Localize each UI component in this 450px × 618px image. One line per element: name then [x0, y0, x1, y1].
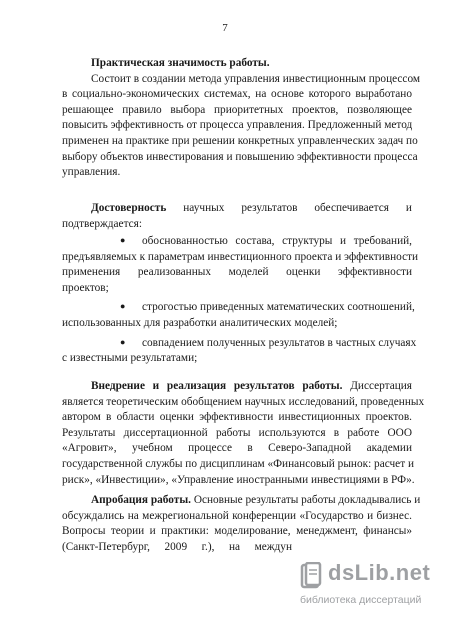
paragraph-line: риск», «Инвестиции», «Управление иностранными инвестициями в РФ». — [62, 473, 415, 486]
section-practical-significance — [62, 56, 421, 181]
bullet-icon: ● — [120, 235, 126, 245]
paragraph-line — [62, 201, 412, 217]
bullet-text: совпадением полученных результатов в частных случаях — [142, 336, 417, 349]
paragraph-line: повысить эффективность от процесса управления. Предложенный метод — [62, 119, 413, 132]
paragraph-line: «Агровит», учебном процессе в Северо-Западной академии — [62, 442, 412, 455]
paragraph-line: проектов; — [62, 281, 109, 294]
watermark-subtitle: библиотека диссертаций — [300, 594, 422, 606]
paragraph-line: использованных для разработки аналитических моделей; — [62, 316, 338, 329]
paragraph-line: Вопросы теории и практики: моделирование, менеджмент, финансы» — [62, 525, 412, 538]
section-reliability — [62, 201, 412, 232]
heading-continuation: научных результатов обеспечивается и — [183, 202, 412, 214]
paragraph-line: выбору объектов инвестирования и повышению эффективности процесса — [62, 150, 418, 163]
paragraph-line: решающее правило выбора приоритетных проектов, позволяющее — [62, 103, 412, 116]
bullet-icon: ● — [120, 336, 126, 347]
section-heading: Достоверность — [91, 202, 167, 214]
bullet-icon: ● — [120, 301, 126, 312]
paragraph-line: Результаты диссертационной работы используются в работе ООО — [62, 426, 412, 439]
list-item — [62, 336, 417, 367]
paragraph-line: применения реализованных моделей оценки эффективности — [62, 266, 412, 279]
paragraph-line: Состоит в создании метода управления инвестиционным процессом — [91, 72, 421, 85]
section-approbation — [62, 493, 421, 555]
bullet-text: обоснованностью состава, структуры и требований, — [142, 235, 412, 247]
paragraph-line: управления. — [62, 166, 121, 179]
list-item — [62, 300, 415, 331]
page-number: 7 — [222, 22, 228, 34]
paragraph-line — [62, 379, 412, 395]
paragraph-line — [62, 234, 412, 250]
paragraph-line: применен на практике при решении конкретных управленческих задач по — [62, 134, 418, 147]
section-heading: Практическая значимость работы. — [91, 57, 270, 69]
section-heading: Апробация работы. — [91, 494, 191, 506]
section-heading: Внедрение и реализация результатов работы. — [91, 380, 343, 392]
paragraph-line: является теоретическим обобщением научных исследований, проведенных — [62, 395, 425, 408]
paragraph-line: подтверждается: — [62, 217, 142, 230]
paragraph-line: предъявляемых к параметрам инвестиционного проекта и эффективности — [62, 250, 419, 263]
heading-continuation: Основные результаты работы докладывались и — [193, 494, 421, 506]
section-implementation — [62, 379, 425, 488]
paragraph-line — [62, 493, 421, 509]
paragraph-line: с известными результатами; — [62, 352, 198, 365]
bullet-text: строгостью приведенных математических соотношений, — [142, 301, 415, 314]
paragraph-line: обсуждались на межрегиональной конференции «Государство и бизнес. — [62, 509, 412, 522]
bullet-list — [62, 234, 419, 367]
paragraph-line — [62, 300, 415, 316]
watermark-title: dsLib.net — [328, 560, 431, 585]
paragraph-line: (Санкт-Петербург, 2009 г.), на междун — [62, 540, 292, 553]
paragraph-line — [62, 336, 417, 352]
paragraph-line: государственной службы по дисциплинам «Финансовый рынок: расчет и — [62, 457, 415, 470]
watermark — [294, 556, 444, 612]
paragraph-line: автором в области оценки эффективности инвестиционных проектов. — [62, 411, 412, 424]
paragraph-line: в социально-экономических системах, на основе которого выработано — [62, 88, 412, 101]
list-item — [62, 234, 419, 296]
heading-continuation: Диссертация — [350, 380, 412, 392]
book-logo-icon — [300, 562, 322, 590]
